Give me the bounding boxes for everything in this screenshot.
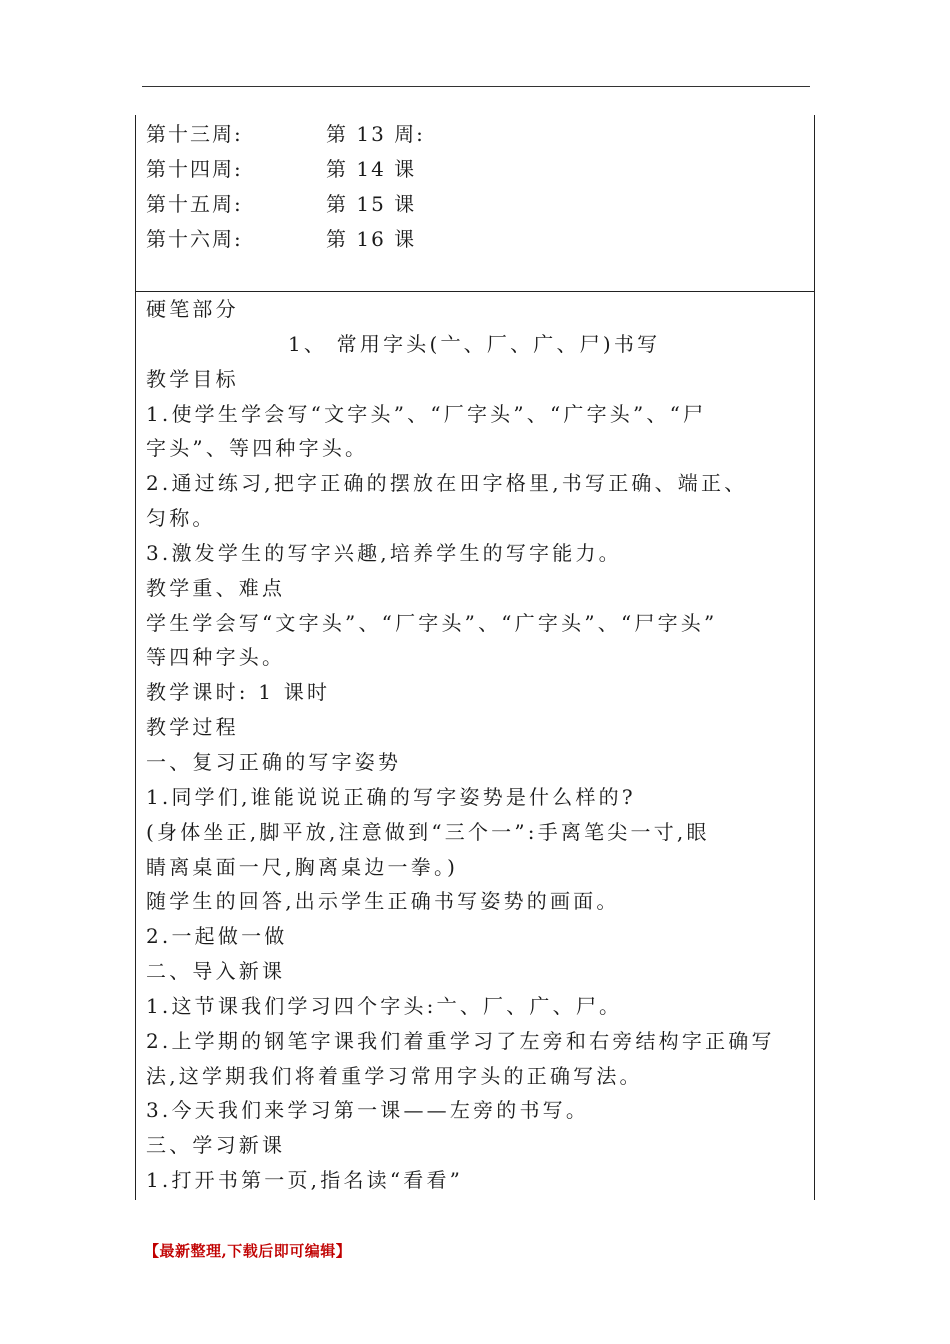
process-heading: 教学过程: [146, 715, 239, 740]
table-right-border: [814, 115, 815, 1200]
lesson-label: 第 15 课: [326, 192, 417, 216]
step-heading: 一、复习正确的写字姿势: [146, 749, 402, 774]
goal-line: 字头”、等四种字头。: [146, 436, 369, 461]
step-line: 2.一起做一做: [146, 924, 288, 949]
schedule-row: [146, 222, 805, 257]
step-line: 2.上学期的钢笔字课我们着重学习了左旁和右旁结构字正确写: [146, 1028, 775, 1053]
step-heading: 二、导入新课: [146, 959, 286, 984]
week-label: 第十六周:: [146, 227, 243, 251]
key-points-line: 等四种字头。: [146, 645, 286, 670]
lesson-label: 第 16 课: [326, 227, 417, 251]
step-line: 1.同学们,谁能说说正确的写字姿势是什么样的?: [146, 784, 636, 809]
step-line: (身体坐正,脚平放,注意做到“三个一”:手离笔尖一寸,眼: [146, 819, 710, 844]
table-left-border: [135, 115, 136, 1200]
lesson-label: 第 13 周:: [326, 122, 425, 146]
step-line: 随学生的回答,出示学生正确书写姿势的画面。: [146, 889, 620, 914]
class-hours: 教学课时: 1 课时: [146, 680, 331, 705]
goals-heading: 教学目标: [146, 366, 239, 391]
goal-line: 匀称。: [146, 506, 216, 531]
goal-line: 3.激发学生的写字兴趣,培养学生的写字能力。: [146, 540, 622, 565]
goal-line: 2.通过练习,把字正确的摆放在田字格里,书写正确、端正、: [146, 471, 748, 496]
goal-line: 1.使学生学会写“文字头”、“厂字头”、“广字头”、“尸: [146, 401, 707, 426]
week-label: 第十三周:: [146, 122, 243, 146]
lesson-label: 第 14 课: [326, 157, 417, 181]
step-line: 3.今天我们来学习第一课——左旁的书写。: [146, 1098, 590, 1123]
header-rule: [142, 86, 810, 87]
footer-note: 【最新整理,下载后即可编辑】: [144, 1242, 352, 1260]
key-points-heading: 教学重、难点: [146, 575, 286, 600]
step-line: 1.这节课我们学习四个字头:亠、厂、广、尸。: [146, 993, 623, 1018]
key-points-line: 学生学会写“文字头”、“厂字头”、“广字头”、“尸字头”: [146, 610, 718, 635]
schedule-row: [146, 152, 805, 187]
step-line: 法,这学期我们将着重学习常用字头的正确写法。: [146, 1063, 643, 1088]
lesson-title: 1、 常用字头(亠、厂、广、尸)书写: [288, 331, 661, 356]
lesson-content-cell: [146, 292, 807, 1198]
schedule-row: [146, 187, 805, 222]
schedule-row: [146, 117, 805, 152]
week-label: 第十五周:: [146, 192, 243, 216]
step-heading: 三、学习新课: [146, 1133, 286, 1158]
schedule-cell: [146, 117, 805, 257]
lesson-plan-table: [135, 115, 815, 1200]
section-heading: 硬笔部分: [146, 297, 239, 321]
week-label: 第十四周:: [146, 157, 243, 181]
step-line: 睛离桌面一尺,胸离桌边一拳。): [146, 854, 459, 879]
step-line: 1.打开书第一页,指名读“看看”: [146, 1168, 464, 1193]
